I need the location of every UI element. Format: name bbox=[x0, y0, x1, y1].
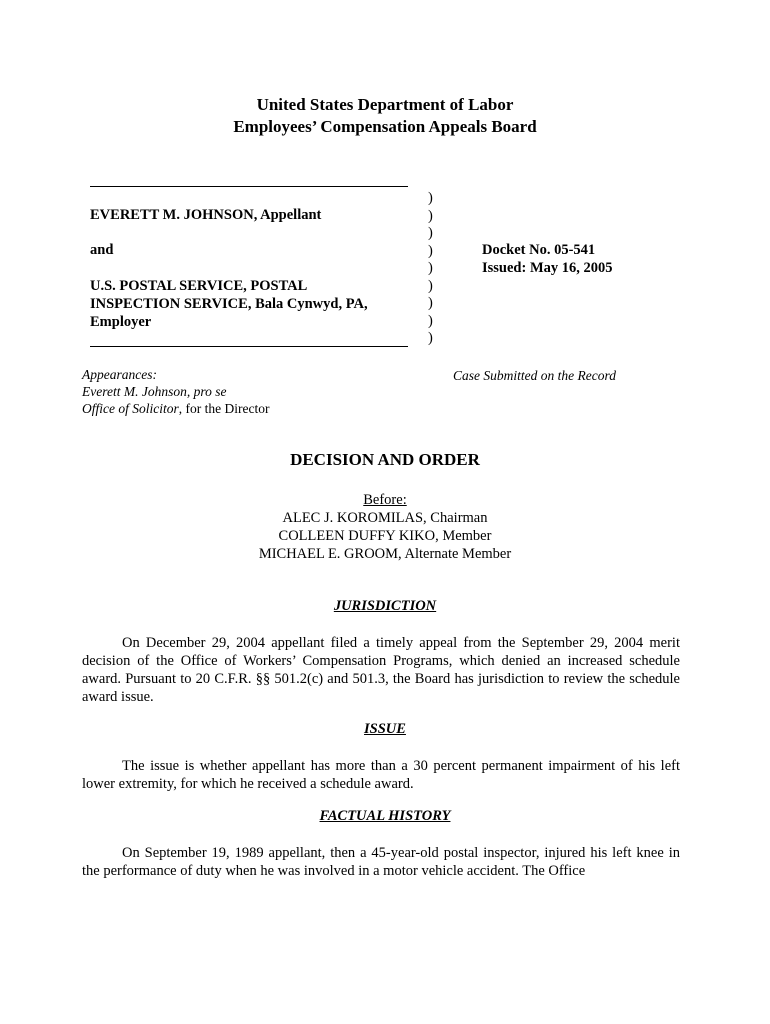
before-label: Before: bbox=[363, 492, 407, 508]
solicitor-office: Office of Solicitor bbox=[82, 401, 179, 416]
paren: ) bbox=[428, 277, 433, 294]
decision-title: DECISION AND ORDER bbox=[290, 450, 480, 469]
paren: ) bbox=[428, 260, 433, 276]
paren: ) bbox=[428, 190, 433, 206]
issued-date: Issued: May 16, 2005 bbox=[482, 260, 613, 276]
paren: ) bbox=[428, 225, 433, 241]
board-title: Employees’ Compensation Appeals Board bbox=[233, 117, 537, 136]
issue-heading: ISSUE bbox=[364, 721, 406, 737]
appellant-appearance: Everett M. Johnson, pro se bbox=[82, 384, 227, 399]
employer-line-2: INSPECTION SERVICE, Bala Cynwyd, PA, bbox=[90, 296, 368, 312]
paren: ) bbox=[428, 312, 433, 329]
issue-paragraph: The issue is whether appellant has more than a 30 percent permanent impairment of his left lower extremity, for which he received a schedule award. bbox=[82, 758, 680, 792]
appearances-label: Appearances: bbox=[82, 367, 157, 382]
jurisdiction-paragraph: On December 29, 2004 appellant filed a timely appeal from the September 29, 2004 merit decision of the Office of Workers’ Compensation Programs, which denied an increased schedule award. Pursuant to 20 C.F.R. §§ 501.2(c) and 501.3, the Board has jurisdiction to review the schedule award issue. bbox=[82, 635, 680, 705]
panel-member-1: ALEC J. KOROMILAS, Chairman bbox=[282, 510, 488, 526]
paren: ) bbox=[428, 330, 433, 346]
employer-line-1: U.S. POSTAL SERVICE, POSTAL bbox=[90, 278, 308, 294]
employer-line-3: Employer bbox=[90, 314, 152, 330]
caption-paren-column bbox=[428, 190, 433, 348]
docket-number: Docket No. 05-541 bbox=[482, 242, 596, 258]
solicitor-role: , for the Director bbox=[178, 401, 270, 416]
caption-top-rule bbox=[90, 186, 408, 187]
agency-title: United States Department of Labor bbox=[256, 95, 514, 114]
paren: ) bbox=[428, 295, 433, 311]
appellant-name: EVERETT M. JOHNSON, Appellant bbox=[90, 207, 322, 223]
factual-history-heading: FACTUAL HISTORY bbox=[319, 808, 451, 824]
panel-member-2: COLLEEN DUFFY KIKO, Member bbox=[278, 528, 492, 544]
paren: ) bbox=[428, 207, 433, 224]
case-submitted: Case Submitted on the Record bbox=[453, 368, 616, 383]
caption-and: and bbox=[90, 242, 114, 258]
paren: ) bbox=[428, 242, 433, 259]
factual-history-paragraph: On September 19, 1989 appellant, then a 45-year-old postal inspector, injured his left knee in the performance of duty when he was involved in a motor vehicle accident. The Office bbox=[82, 845, 680, 879]
solicitor-appearance bbox=[82, 400, 269, 418]
jurisdiction-heading: JURISDICTION bbox=[333, 598, 437, 614]
panel-member-3: MICHAEL E. GROOM, Alternate Member bbox=[258, 546, 512, 562]
caption-bottom-rule bbox=[90, 346, 408, 347]
